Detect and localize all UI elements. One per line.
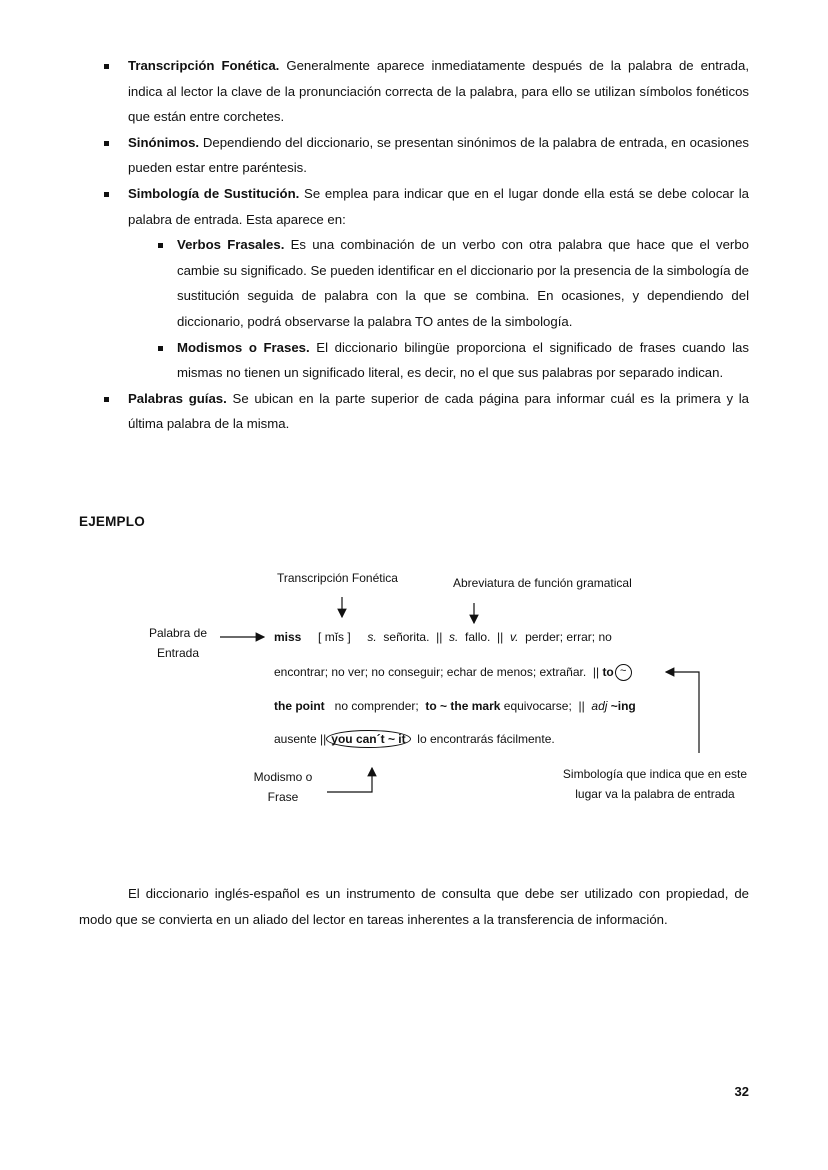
separator: || [592,665,600,679]
list-item-term: Verbos Frasales. [177,237,285,253]
label-palabra-line2: Entrada [156,646,200,660]
list-item-text: Generalmente aparece inmediatamente después de la palabra de entrada, indica al lector la clave de la pronunciación correcta de la palabra, para ello se utilizan símbolos fonéticos que están entre corchetes. [128,58,749,125]
list-item-text: El diccionario bilingüe proporciona el significado de frases cuando las mismas no tienen un significado literal, es decir, no el que sus palabras por separado indican. [177,339,749,381]
substitution-symbol: ~ [615,664,632,681]
separator: || [436,630,443,644]
definition: lo encontrarás fácilmente. [417,732,555,746]
label-palabra-entrada [138,623,218,663]
definition: equivocarse; [503,699,572,713]
label-modismo-line1: Modismo o [253,770,313,784]
entry-line-1 [274,628,612,646]
label-abreviatura: Abreviatura de función gramatical [453,576,632,590]
separator: || [497,630,504,644]
abbr: v. [509,630,519,644]
definition: no comprender; [334,699,419,713]
label-transcripcion: Transcripción Fonética [277,571,398,585]
list-item-text: Se emplea para indicar que en el lugar donde ella está se debe colocar la palabra de entrada. Esta aparece en: [128,185,750,227]
idiom: you can´t ~ it [331,732,406,746]
entry-line-3 [274,697,636,715]
arrow-simbologia [666,672,699,753]
abbr: adj [591,699,608,713]
phrase-to: to [602,665,614,679]
phrase: to ~ the mark [425,699,501,713]
abbr: s. [367,630,377,644]
label-simbologia-line1: Simbología que indica que en este [562,767,748,781]
arrow-modismo [327,768,372,792]
list-item-term: Sinónimos. [128,134,200,150]
phonetic: [ mĭs ] [318,630,351,644]
list-item-term: Palabras guías. [128,390,227,406]
idiom-circled [326,730,410,748]
definition: ausente [274,732,317,746]
page-number: 32 [734,1084,749,1099]
closing-paragraph: El diccionario inglés-español es un instrumento de consulta que debe ser utilizado con propiedad, de modo que se convierta en un aliado del lector en tareas inherentes a la transferencia de información. [79,886,749,927]
headword: miss [274,630,302,644]
definition: perder; errar; no [525,630,612,644]
list-item-text: Se ubican en la parte superior de cada página para informar cuál es la primera y la última palabra de la misma. [128,390,750,432]
section-heading: EJEMPLO [79,514,145,529]
entry-line-4 [274,730,555,748]
entry-line-2 [274,663,632,681]
suffix: ~ing [610,699,636,713]
phrase: the point [274,699,325,713]
separator: || [578,699,585,713]
abbr: s. [449,630,459,644]
definition: fallo. [465,630,491,644]
list-item-text: Es una combinación de un verbo con otra palabra que hace que el verbo cambie su significado. Se pueden identificar en el diccionario por la presencia de la simbología de sustitución seguida de palabra con la que se combina. En ocasiones, y dependiendo del diccionario, podrá observarse la palabra TO antes de la simbología. [177,237,749,329]
label-palabra-line1: Palabra de [148,626,208,640]
list-item-term: Transcripción Fonética. [128,58,280,73]
list-item-text: Dependiendo del diccionario, se presentan sinónimos de la palabra de entrada, en ocasiones pueden estar entre paréntesis. [128,134,749,176]
label-simbologia-line2: lugar va la palabra de entrada [575,787,735,801]
definition: señorita. [383,630,430,644]
definition: encontrar; no ver; no conseguir; echar de menos; extrañar. [274,665,587,679]
label-simbologia [552,764,758,804]
separator: || [320,732,327,746]
list-item-term: Simbología de Sustitución. [128,185,300,201]
label-modismo-line2: Frase [267,790,299,804]
label-modismo [243,767,323,807]
list-item-term: Modismos o Frases. [177,339,310,355]
